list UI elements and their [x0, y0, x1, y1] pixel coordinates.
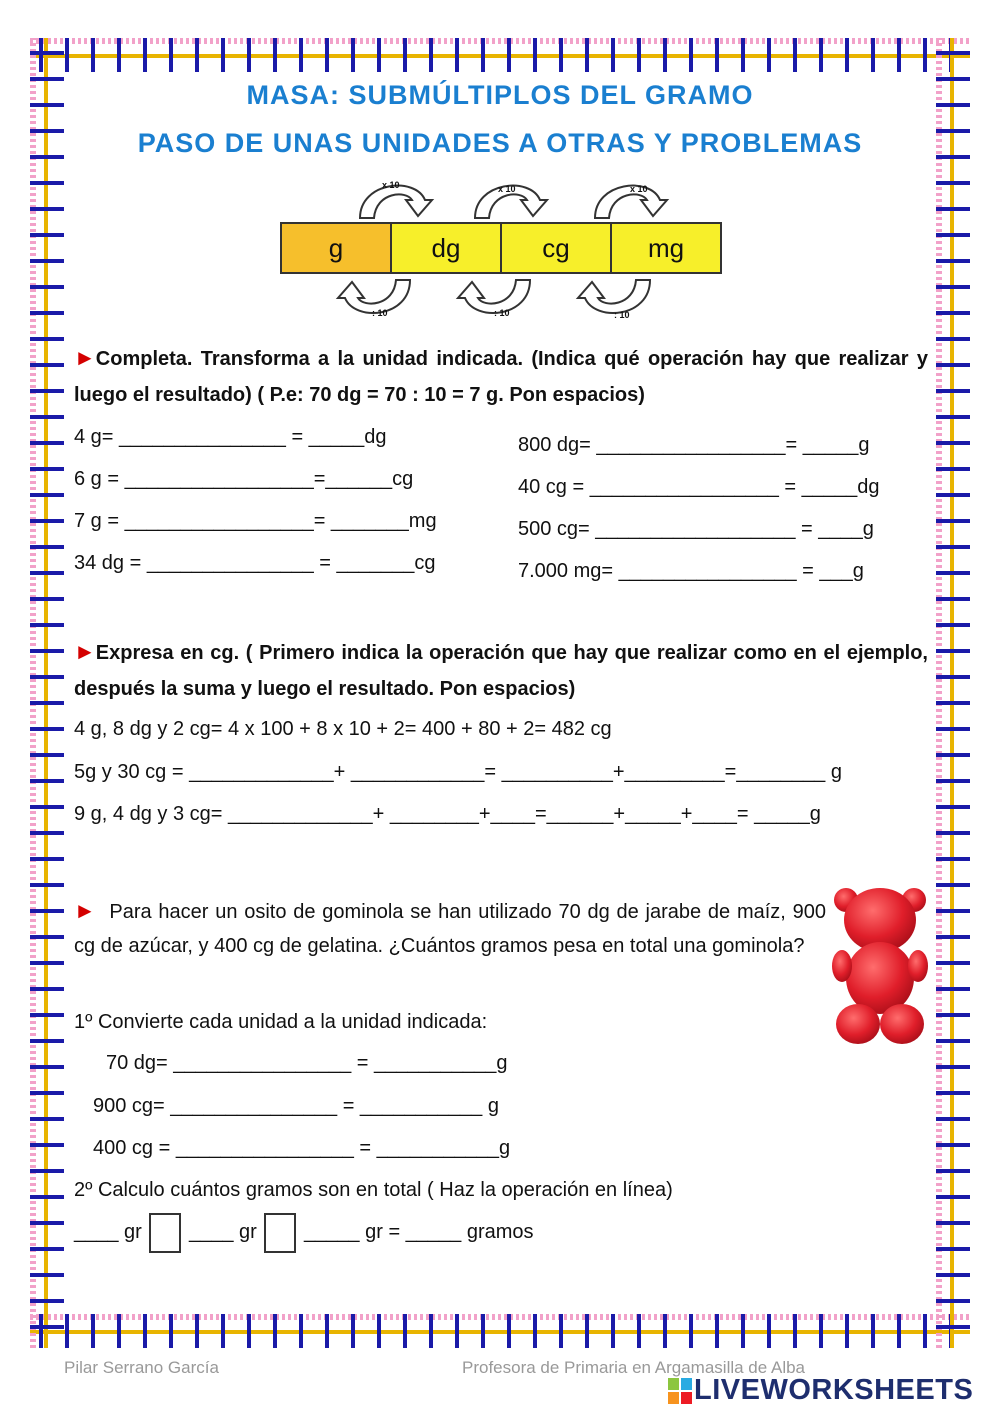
- exercise2-text: Expresa en cg. ( Primero indica la operación que hay que realizar como en el ejemplo, después la suma y luego el resultado. Pon espacios): [74, 642, 928, 700]
- ex1-right-1[interactable]: 800 dg= _________________= _____g: [518, 434, 870, 456]
- ex3-conversion-3[interactable]: 400 cg = ________________ = ___________g: [93, 1137, 511, 1159]
- liveworksheets-logo-icon: [668, 1378, 692, 1404]
- total-part-1: ____ gr: [74, 1221, 142, 1243]
- divide-label: : 10: [614, 310, 630, 320]
- ex2-line2[interactable]: 9 g, 4 dg y 3 cg= _____________+ ________+____=______+_____+____= _____g: [74, 803, 821, 825]
- page-subtitle: PASO DE UNAS UNIDADES A OTRAS Y PROBLEMAS: [137, 128, 863, 158]
- exercise1-instruction: [74, 340, 928, 413]
- multiply-label: x 10: [382, 180, 400, 190]
- operator-box[interactable]: [264, 1213, 296, 1253]
- ex3-conversion-2[interactable]: 900 cg= _______________ = ___________ g: [93, 1095, 499, 1117]
- unit-mg: mg: [612, 224, 720, 272]
- multiply-label: x 10: [630, 184, 648, 194]
- ex2-example: 4 g, 8 dg y 2 cg= 4 x 100 + 8 x 10 + 2= 400 + 80 + 2= 482 cg: [74, 718, 612, 740]
- ex1-right-4[interactable]: 7.000 mg= ________________ = ___g: [518, 560, 864, 582]
- unit-dg: dg: [392, 224, 502, 272]
- unit-cg: cg: [502, 224, 612, 272]
- divide-label: : 10: [372, 308, 388, 318]
- exercise3-text: Para hacer un osito de gominola se han utilizado 70 dg de jarabe de maíz, 900 cg de azúcar, y 400 cg de gelatina. ¿Cuántos gramos pesa en total una gominola?: [74, 901, 826, 957]
- total-part-3: _____ gr = _____ gramos: [303, 1221, 534, 1243]
- ex1-left-2[interactable]: 6 g = _________________=______cg: [74, 468, 414, 490]
- exercise1-text: Completa. Transforma a la unidad indicada. (Indica qué operación hay que realizar y luego el resultado) ( P.e: 70 dg = 70 : 10 = 7 g. Pon espacios): [74, 348, 928, 406]
- divide-label: : 10: [494, 308, 510, 318]
- exercise2-instruction: [74, 634, 928, 707]
- ex1-left-3[interactable]: 7 g = _________________= _______mg: [74, 510, 437, 532]
- operator-box[interactable]: [149, 1213, 181, 1253]
- triangle-marker-icon: ►: [74, 898, 96, 923]
- total-part-2: ____ gr: [188, 1221, 257, 1243]
- ex1-left-1[interactable]: 4 g= _______________ = _____dg: [74, 426, 387, 448]
- ex3-step1: 1º Convierte cada unidad a la unidad indicada:: [74, 1011, 488, 1033]
- ex3-total-line[interactable]: [74, 1212, 534, 1253]
- ex1-left-4[interactable]: 34 dg = _______________ = _______cg: [74, 552, 436, 574]
- exercise3-problem: [74, 894, 826, 963]
- ex1-right-2[interactable]: 40 cg = _________________ = _____dg: [518, 476, 880, 498]
- footer-author: Pilar Serrano García: [64, 1358, 219, 1377]
- unit-g: g: [282, 224, 392, 272]
- ex3-conversion-1[interactable]: 70 dg= ________________ = ___________g: [106, 1052, 508, 1074]
- ex2-line1[interactable]: 5g y 30 cg = _____________+ ____________= __________+_________=________ g: [74, 761, 842, 783]
- multiply-label: x 10: [498, 184, 516, 194]
- footer-role: Profesora de Primaria en Argamasilla de Alba: [462, 1358, 806, 1377]
- brand-name: LIVEWORKSHEETS: [694, 1374, 974, 1406]
- page-title: MASA: SUBMÚLTIPLOS DEL GRAMO: [246, 80, 754, 110]
- triangle-marker-icon: ►: [74, 639, 96, 664]
- triangle-marker-icon: ►: [74, 345, 96, 370]
- gummy-bear-image: [832, 880, 928, 1046]
- ex1-right-3[interactable]: 500 cg= __________________ = ____g: [518, 518, 874, 540]
- ex3-step2: 2º Calculo cuántos gramos son en total ( Haz la operación en línea): [74, 1179, 673, 1201]
- unit-bar: [280, 222, 722, 274]
